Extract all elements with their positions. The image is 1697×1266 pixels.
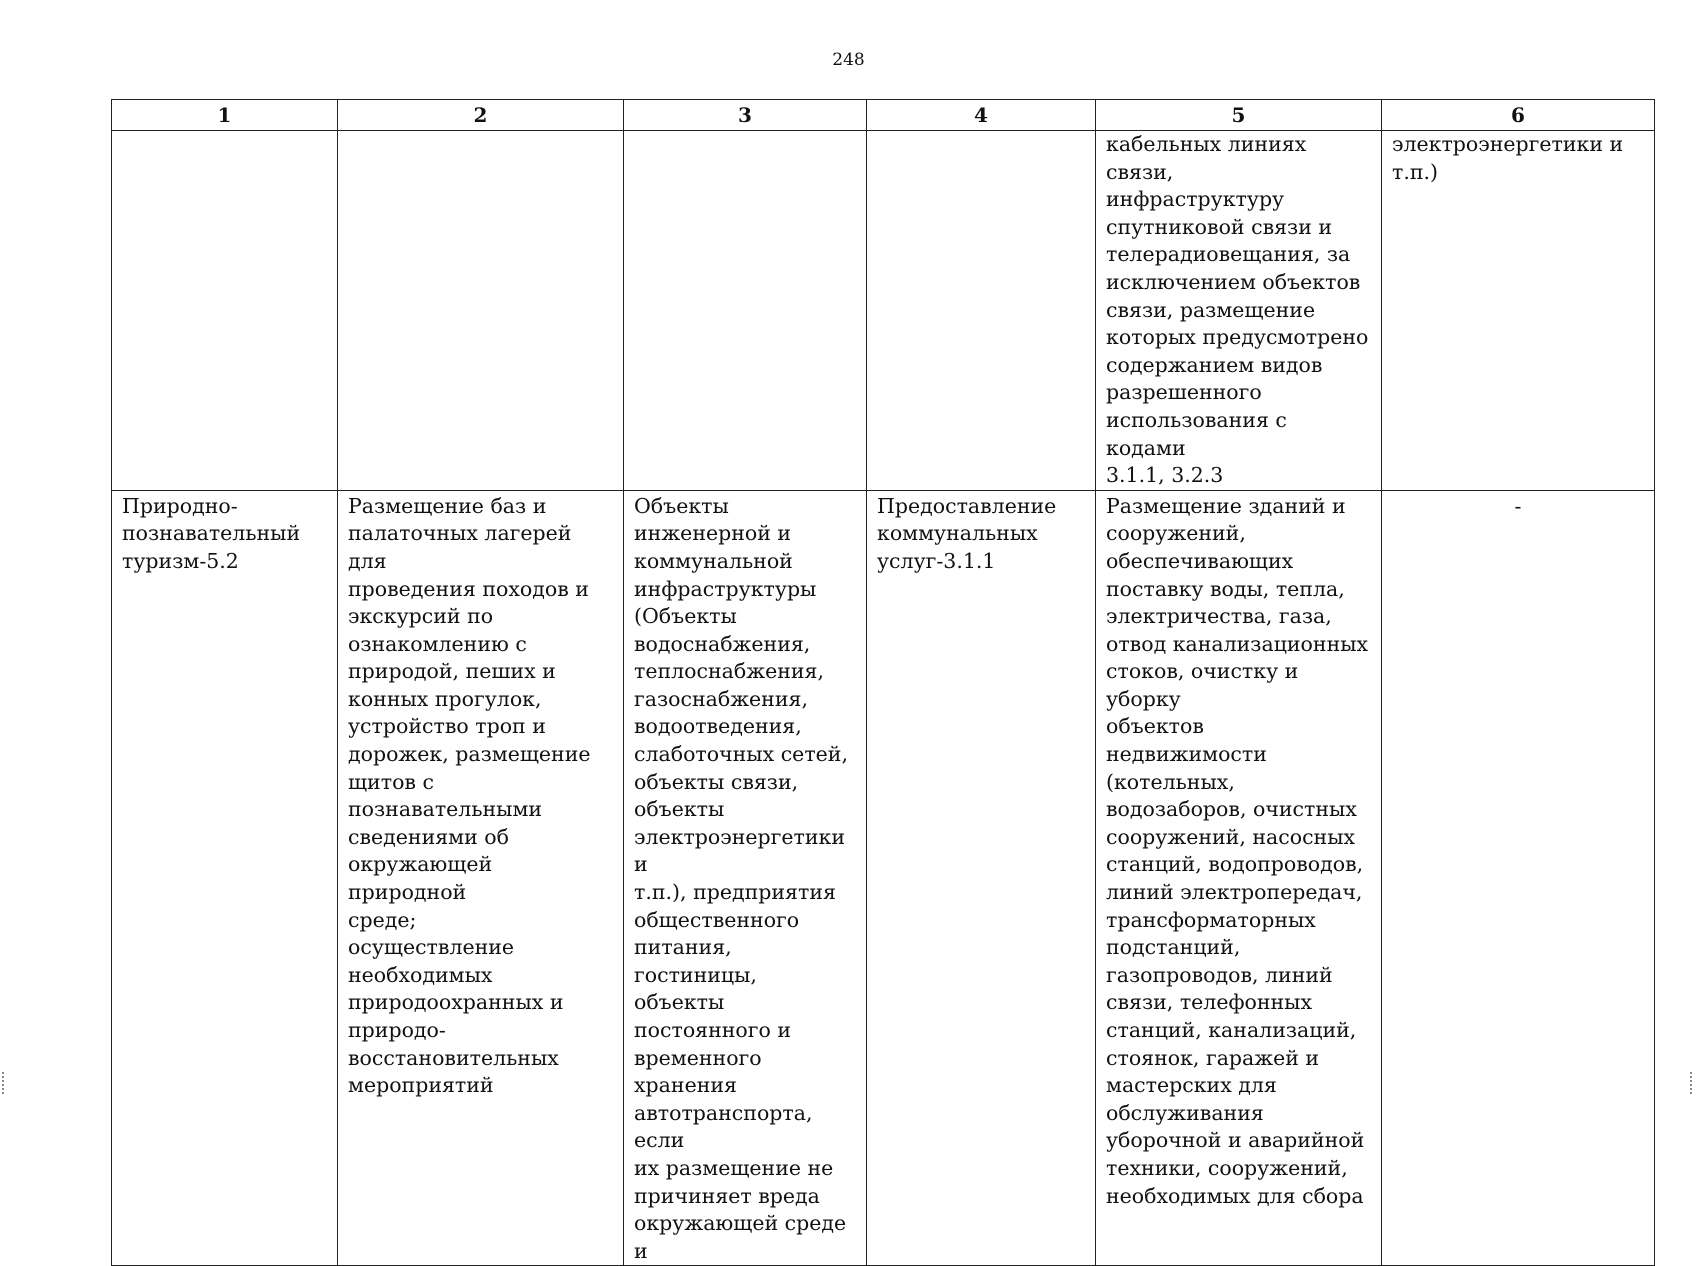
land-use-table [111, 99, 1655, 1266]
column-header-5: 5 [1096, 100, 1382, 131]
table-row [112, 131, 1655, 491]
column-header-3: 3 [624, 100, 867, 131]
scan-edge-mark-right [1690, 1072, 1694, 1094]
table-cell: Объекты инженерной и коммунальной инфраструктуры (Объекты водоснабжения, теплоснабжения, газоснабжения, водоотведения, слаботочных сетей, объекты связи, объекты электроэнергетики и т.п.), предприятия общественного питания, гостиницы, объекты постоянного и временного хранения автотранспорта, если их размещение не причиняет вреда окружающей среде и [624, 490, 867, 1266]
table-cell [867, 131, 1096, 491]
page-number: 248 [832, 50, 865, 70]
table-cell: Размещение баз и палаточных лагерей для проведения походов и экскурсий по ознакомлению с природой, пеших и конных прогулок, устройство троп и дорожек, размещение щитов с познавательными сведениями об окружающей природной среде; осуществление необходимых природоохранных и природо- восстановительных мероприятий [338, 490, 624, 1266]
column-header-1: 1 [112, 100, 338, 131]
table-cell [624, 131, 867, 491]
table-row [112, 490, 1655, 1266]
scan-edge-mark-left [2, 1072, 6, 1094]
column-header-2: 2 [338, 100, 624, 131]
table-cell: электроэнергетики и т.п.) [1382, 131, 1655, 491]
column-header-4: 4 [867, 100, 1096, 131]
table-cell [338, 131, 624, 491]
table-cell [112, 131, 338, 491]
table-cell: Природно- познавательный туризм-5.2 [112, 490, 338, 1266]
table-cell: - [1382, 490, 1655, 1266]
column-header-6: 6 [1382, 100, 1655, 131]
table-cell: Предоставление коммунальных услуг-3.1.1 [867, 490, 1096, 1266]
header-row [112, 100, 1655, 131]
table-cell: кабельных линиях связи, инфраструктуру спутниковой связи и телерадиовещания, за исключением объектов связи, размещение которых предусмотрено содержанием видов разрешенного использования с кодами 3.1.1, 3.2.3 [1096, 131, 1382, 491]
table-cell: Размещение зданий и сооружений, обеспечивающих поставку воды, тепла, электричества, газа, отвод канализационных стоков, очистку и уборку объектов недвижимости (котельных, водозаборов, очистных сооружений, насосных станций, водопроводов, линий электропередач, трансформаторных подстанций, газопроводов, линий связи, телефонных станций, канализаций, стоянок, гаражей и мастерских для обслуживания уборочной и аварийной техники, сооружений, необходимых для сбора [1096, 490, 1382, 1266]
